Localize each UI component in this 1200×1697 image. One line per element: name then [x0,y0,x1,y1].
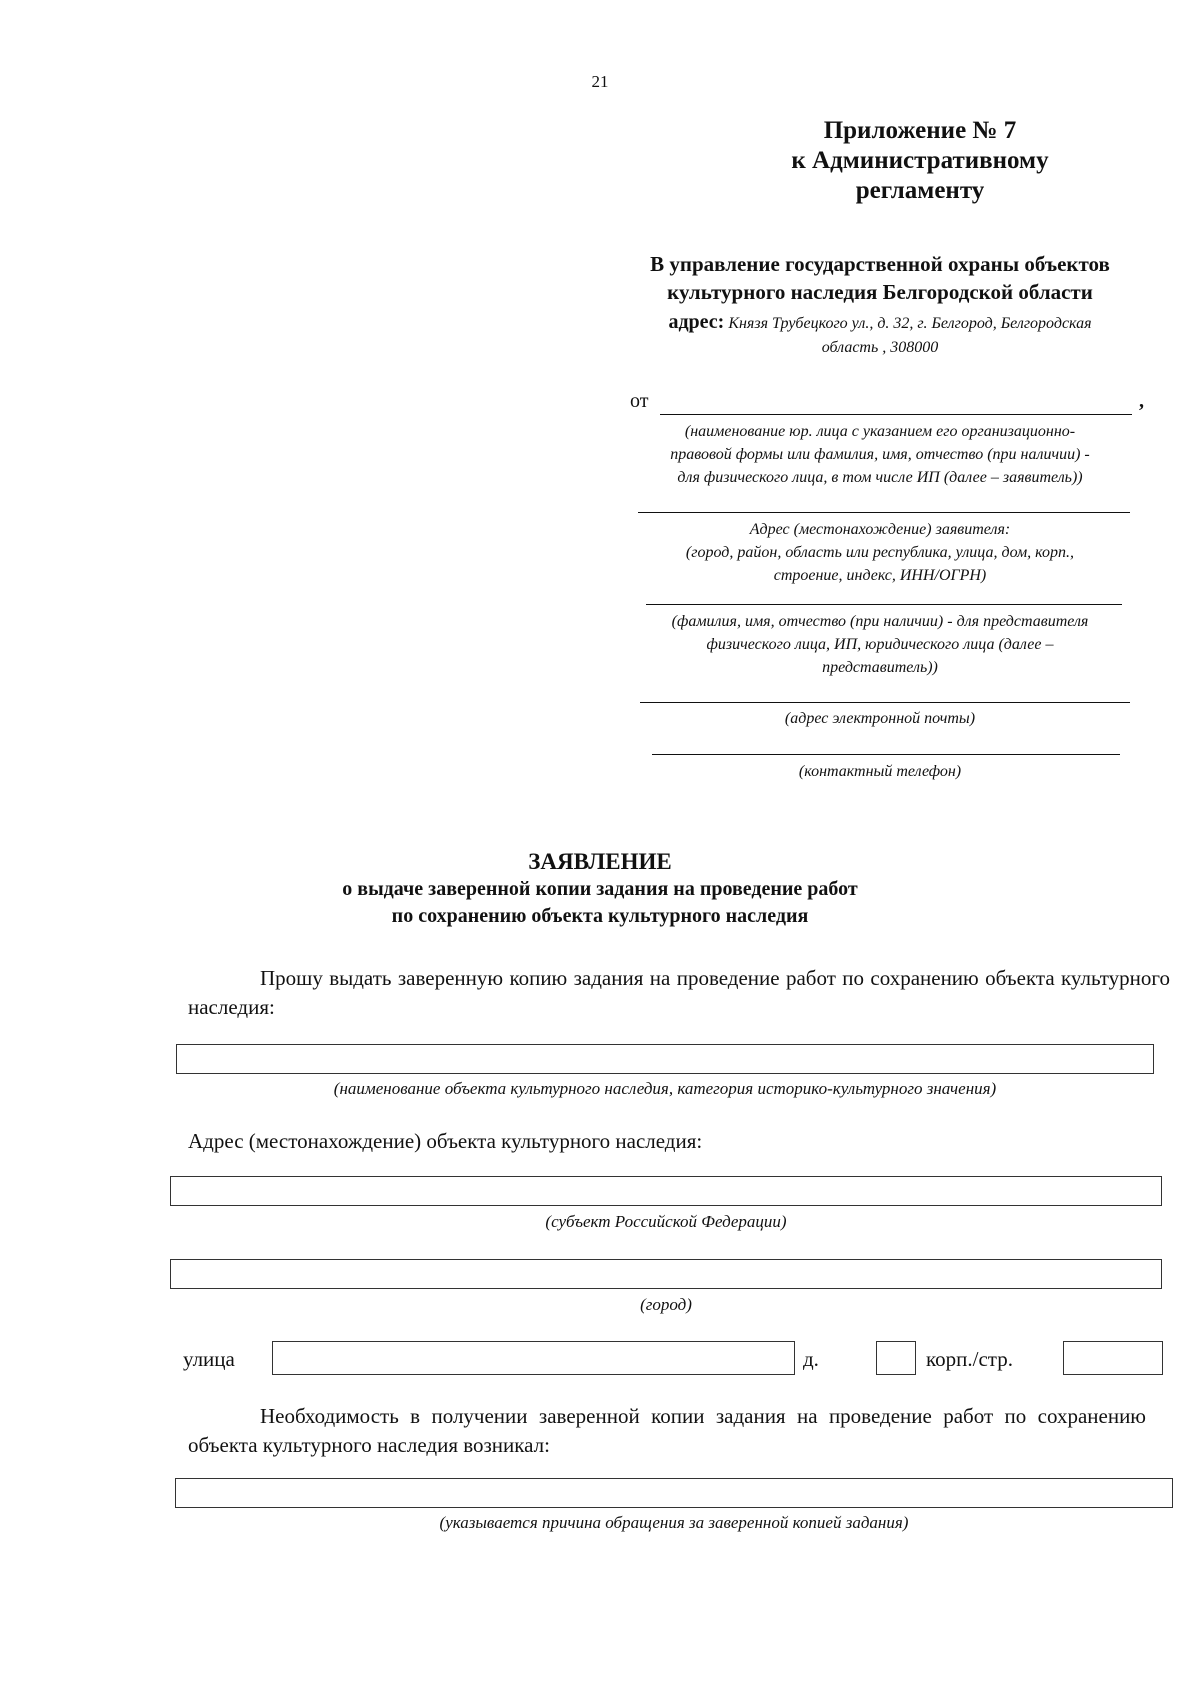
appendix-line-1: Приложение № 7 [823,117,1017,144]
recipient-block [600,250,1160,306]
applicant-name-caption [610,420,1150,489]
name-caption-2: правовой формы или фамилия, имя, отчество (при наличии) - [670,446,1090,463]
phone-line[interactable] [652,754,1120,755]
applicant-address-line[interactable] [638,512,1130,513]
address-caption-2: (город, район, область или республика, улица, дом, корп., [685,544,1075,561]
subtitle-line-1: о выдаче заверенной копии задания на проведение работ [342,878,858,900]
appendix-line-2: к Административному [791,147,1049,174]
subtitle-line-2: по сохранению объекта культурного наследия [391,905,809,927]
from-label: от [630,390,649,412]
rep-caption-3: представитель)) [822,659,938,676]
necessity-paragraph: Необходимость в получении заверенной копии задания на проведение работ по сохранению объекта культурного наследия возникал: [188,1404,1146,1457]
reason-field[interactable] [175,1478,1173,1508]
recipient-address-value-2: область , 308000 [821,339,939,356]
object-name-field[interactable] [176,1044,1154,1074]
address-heading: Адрес (местонахождение) объекта культурного наследия: [188,1129,703,1153]
phone-caption: (контактный телефон) [798,763,962,780]
email-line[interactable] [640,702,1130,703]
appendix-header [750,116,1090,206]
appendix-line-3: регламенту [855,177,985,204]
representative-caption [610,610,1150,679]
recipient-line-1: В управление государственной охраны объектов [650,252,1110,276]
house-label: д. [803,1347,819,1371]
subject-caption: (субъект Российской Федерации) [545,1212,787,1231]
street-label: улица [183,1347,235,1371]
applicant-from-row [630,390,1150,418]
page-number: 21 [591,72,609,91]
address-caption-3: строение, индекс, ИНН/ОГРН) [773,567,987,584]
rep-caption-2: физического лица, ИП, юридического лица (далее – [706,636,1054,653]
address-caption-1: Адрес (местонахождение) заявителя: [749,521,1011,538]
applicant-address-caption [610,518,1150,587]
document-subtitle [300,876,900,930]
city-caption: (город) [640,1295,692,1314]
subject-field[interactable] [170,1176,1162,1206]
street-field[interactable] [272,1341,795,1375]
recipient-address-value-1: Князя Трубецкого ул., д. 32, г. Белгород, Белгородская [728,315,1092,332]
object-name-caption: (наименование объекта культурного наследия, категория историко-культурного значения) [333,1079,997,1098]
from-comma: , [1139,390,1144,412]
name-caption-3: для физического лица, в том числе ИП (далее – заявитель)) [677,469,1083,486]
name-caption-1: (наименование юр. лица с указанием его организационно- [684,423,1076,440]
recipient-line-2: культурного наследия Белгородской области [667,280,1093,304]
building-field[interactable] [1063,1341,1163,1375]
recipient-address-label: адрес: [668,311,725,333]
email-caption: (адрес электронной почты) [784,710,976,727]
representative-line[interactable] [646,604,1122,605]
rep-caption-1: (фамилия, имя, отчество (при наличии) - для представителя [671,613,1089,630]
reason-caption: (указывается причина обращения за заверенной копией задания) [439,1513,909,1532]
city-field[interactable] [170,1259,1162,1289]
request-paragraph: Прошу выдать заверенную копию задания на проведение работ по сохранению объекта культурного наследия: [188,966,1170,1019]
applicant-name-line[interactable] [660,414,1132,415]
building-label: корп./стр. [926,1347,1013,1371]
house-field[interactable] [876,1341,916,1375]
document-title: ЗАЯВЛЕНИЕ [528,849,672,874]
recipient-address [600,310,1160,360]
